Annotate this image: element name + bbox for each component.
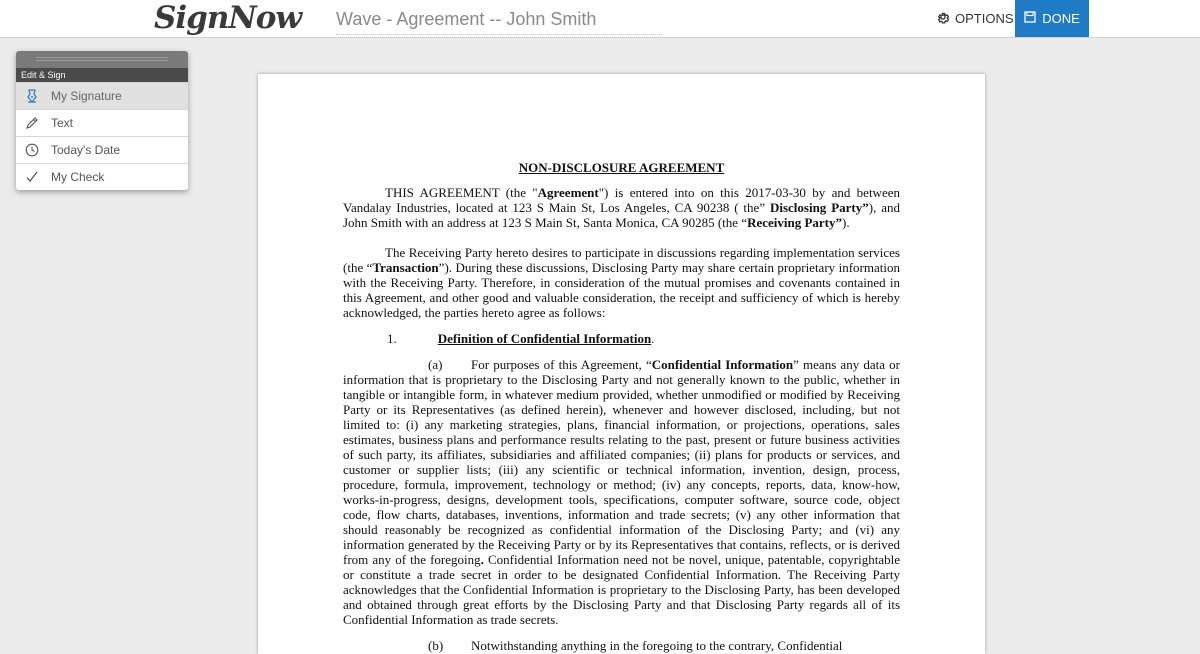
text-tool[interactable] <box>16 109 188 136</box>
todays-date-label: Today's Date <box>51 143 120 157</box>
document-heading: NON-DISCLOSURE AGREEMENT <box>518 160 725 175</box>
text-label: Text <box>51 116 74 130</box>
save-icon <box>1024 11 1036 26</box>
done-button[interactable] <box>1015 0 1089 37</box>
document-page[interactable] <box>258 74 985 654</box>
todays-date-tool[interactable] <box>16 136 188 163</box>
section-1-heading: 1. Definition of Confidential Information. <box>387 331 655 346</box>
my-signature-tool[interactable] <box>16 82 188 109</box>
checkmark-icon <box>25 170 39 184</box>
options-label: OPTIONS <box>955 11 1014 26</box>
panel-title: Edit & Sign <box>16 68 188 82</box>
signnow-logo[interactable]: SignNow <box>154 0 302 36</box>
my-check-label: My Check <box>51 170 105 184</box>
section-1b-paragraph: (b) Notwithstanding anything in the foregoing to the contrary, Confidential <box>428 638 843 653</box>
pencil-icon <box>25 116 39 130</box>
my-check-tool[interactable] <box>16 163 188 190</box>
pen-nib-icon <box>25 89 39 103</box>
document-title-field[interactable]: Wave - Agreement -- John Smith <box>336 6 662 35</box>
options-button[interactable] <box>930 0 1020 37</box>
panel-drag-handle[interactable] <box>16 51 188 68</box>
agreement-intro-paragraph: THIS AGREEMENT (the "Agreement") is entered into on this 2017-03-30 by and between Vandalay Industries, located at 123 S Main St, Los Angeles, CA 90238 ( the” Disclosing Party”), and John Smith with an address at 123 S Main St, Santa Monica, CA 90285 (the “Receiving Party”). <box>343 185 900 230</box>
section-1a-paragraph: (a) For purposes of this Agreement, “Confidential Information” means any data or information that is proprietary to the Disclosing Party and not generally known to the public, whether in tangible or intangible form, in whatever medium provided, whether unmodified or modified by Receiving Party or its Representatives (as defined herein), whenever and however disclosed, including, but not limited to: (i) any marketing strategies, plans, financial information, or projections, operations, sales estimates, business plans and performance results relating to the past, present or future business activities of such party, its affiliates, subsidiaries and affiliated companies; (ii) plans for products or services, and customer or supplier lists; (iii) any scientific or technical information, invention, design, process, procedure, formula, improvement, technology or method; (iv) any concepts, reports, data, know-how, works-in-progress, designs, development tools, specifications, computer software, source code, object code, flow charts, databases, inventions, information and trade secrets; (v) any other information that should reasonably be recognized as confidential information of the Disclosing Party; and (vi) any information generated by the Receiving Party or by its Representatives that contains, reflects, or is derived from any of the foregoing. Confidential Information need not be novel, unique, patentable, copyrightable or constitute a trade secret in order to be designated Confidential Information. The Receiving Party acknowledges that the Confidential Information is proprietary to the Disclosing Party, has been developed and obtained through great efforts by the Disclosing Party and that Disclosing Party regards all of its Confidential Information as trade secrets. <box>343 357 901 627</box>
done-label: DONE <box>1042 11 1080 26</box>
edit-sign-panel <box>16 51 188 190</box>
my-signature-label: My Signature <box>51 89 122 103</box>
document-body <box>343 160 900 653</box>
clock-icon <box>25 143 39 157</box>
top-bar <box>0 0 1200 38</box>
transaction-paragraph: The Receiving Party hereto desires to participate in discussions regarding implementation services (the “Transaction”). During these discussions, Disclosing Party may share certain proprietary information with the Receiving Party. Therefore, in consideration of the mutual promises and covenants contained in this Agreement, and other good and valuable consideration, the receipt and sufficiency of which is hereby acknowledged, the parties hereto agree as follows: <box>343 245 900 320</box>
gear-icon <box>936 10 950 27</box>
